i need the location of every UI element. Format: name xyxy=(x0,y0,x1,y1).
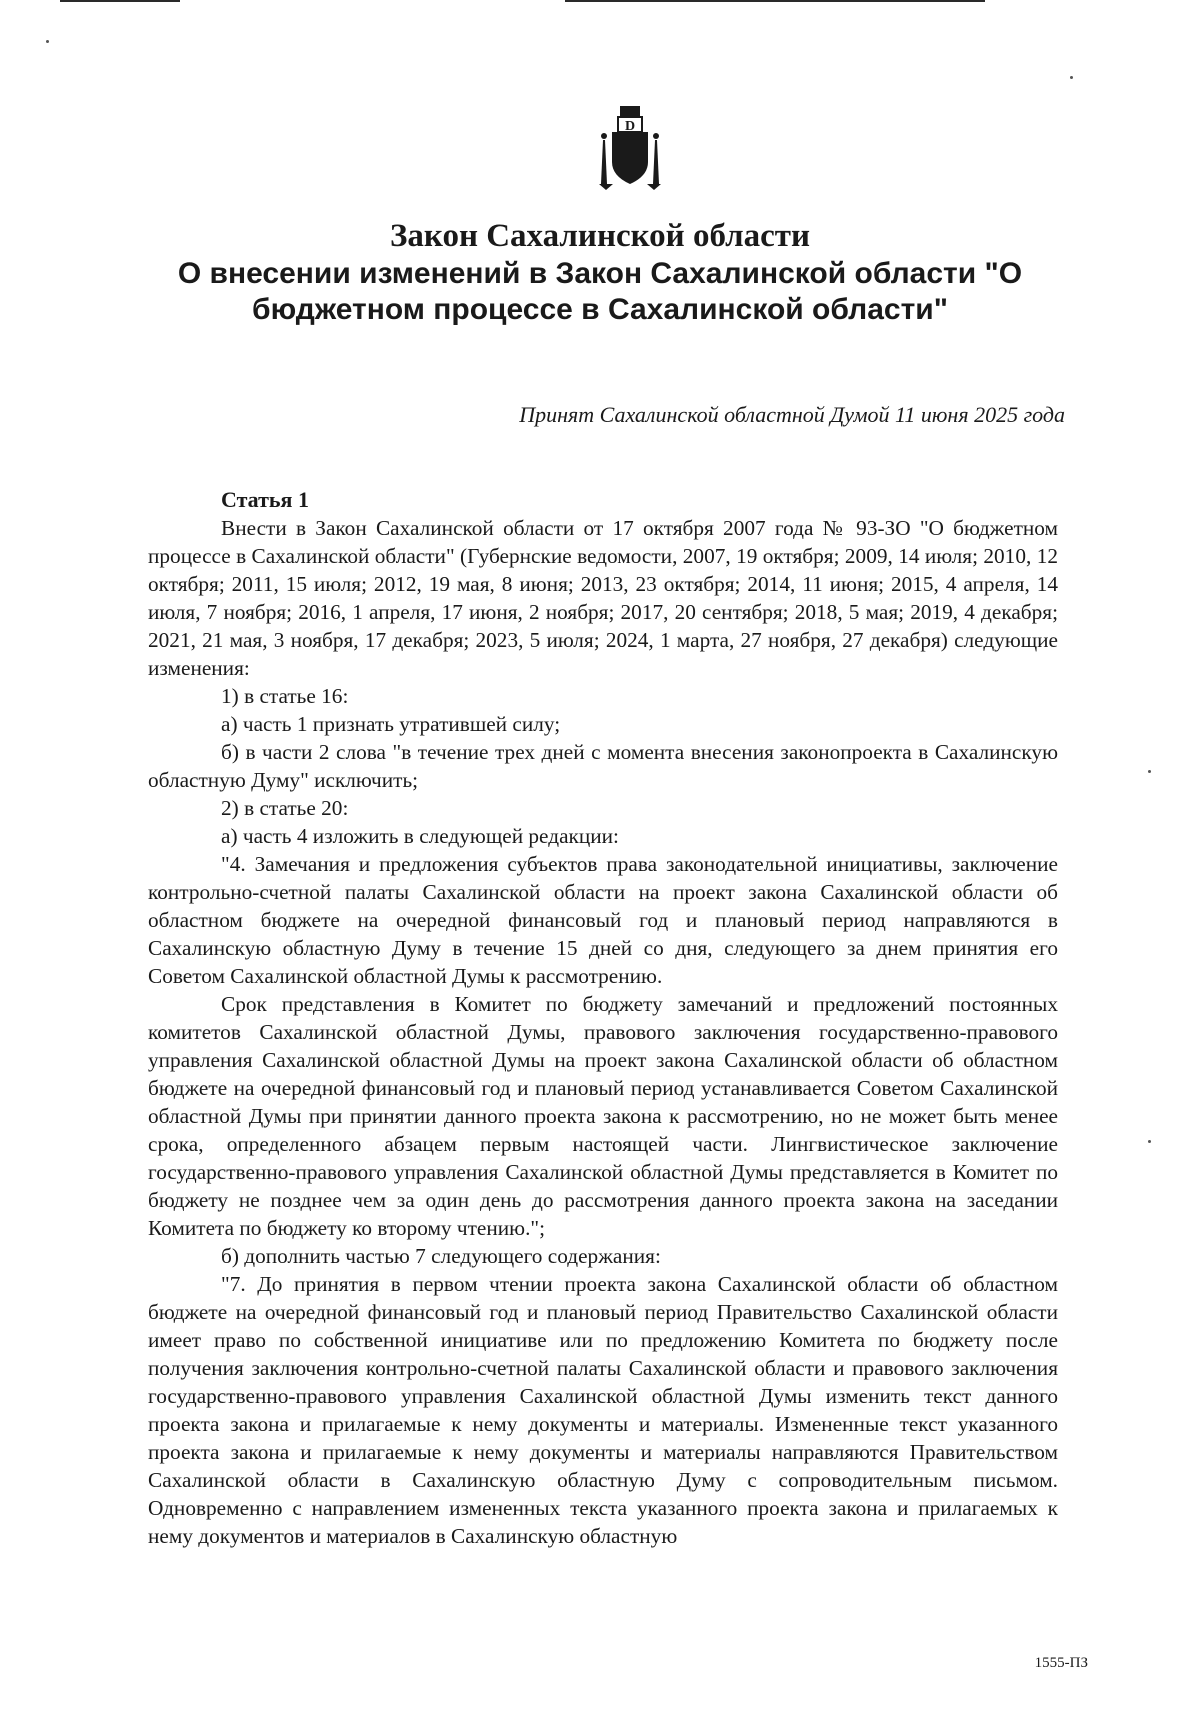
scan-speck xyxy=(1148,1140,1151,1143)
paragraph: а) часть 4 изложить в следующей редакции: xyxy=(221,824,619,848)
scan-artifact-line xyxy=(60,0,180,2)
title-line-2: О внесении изменений в Закон Сахалинской области "О бюджетном процессе в Сахалинской области" xyxy=(177,257,1023,326)
scan-speck xyxy=(1070,76,1073,79)
article-heading: Статья 1 xyxy=(221,487,309,512)
paragraph: Срок представления в Комитет по бюджету замечаний и предложений постоянных комитетов Сахалинской областной Думы, правового заключения государственно-правового управления Сахалинской областной Думы на проект закона Сахалинской области об областном бюджете на очередной финансовый год и плановый период устанавливается Советом Сахалинской областной Думы при принятии данного проекта закона к рассмотрению, но не может быть менее срока, определенного абзацем первым настоящей части. Лингвистическое заключение государственно-правового управления Сахалинской областной Думы представляется в Комитет по бюджету не позднее чем за один день до рассмотрения данного проекта закона на заседании Комитета по бюджету ко второму чтению."; xyxy=(148,992,1058,1240)
paragraph: "4. Замечания и предложения субъектов права законодательной инициативы, заключение контрольно-счетной палаты Сахалинской области на проект закона Сахалинской области об областном бюджете на очередной финансовый год и плановый период направляются в Сахалинскую областную Думу в течение 15 дней со дня, следующего за днем принятия его Советом Сахалинской областной Думы к рассмотрению. xyxy=(148,852,1058,988)
paragraph: а) часть 1 признать утратившей силу; xyxy=(221,712,561,736)
scan-speck xyxy=(1148,770,1151,773)
svg-text:D: D xyxy=(624,119,636,134)
document-title xyxy=(150,216,1050,328)
document-code: 1555-ПЗ xyxy=(1034,1655,1088,1671)
paragraph: б) в части 2 слова "в течение трех дней с момента внесения законопроекта в Сахалинскую областную Думу" исключить; xyxy=(148,740,1058,792)
paragraph: Внести в Закон Сахалинской области от 17 октября 2007 года № 93-ЗО "О бюджетном процессе в Сахалинской области" (Губернские ведомости, 2007, 19 октября; 2009, 14 июля; 2010, 12 октября; 2011, 15 июля; 2012, 19 мая, 8 июня; 2013, 23 октября; 2014, 11 июня; 2015, 4 апреля, 14 июля, 7 ноября; 2016, 1 апреля, 17 июня, 2 ноября; 2017, 20 сентября; 2018, 5 мая; 2019, 4 декабря; 2021, 21 мая, 3 ноября, 17 декабря; 2023, 5 июля; 2024, 1 марта, 27 ноября, 27 декабря) следующие изменения: xyxy=(148,516,1058,680)
paragraph: 2) в статье 20: xyxy=(221,796,349,820)
adoption-note: Принят Сахалинской областной Думой 11 июня 2025 года xyxy=(519,402,1065,427)
coat-of-arms-icon xyxy=(595,104,665,192)
scan-speck xyxy=(46,40,49,43)
scan-artifact-line xyxy=(565,0,985,2)
title-line-1: Закон Сахалинской области xyxy=(389,218,811,254)
paragraph: б) дополнить частью 7 следующего содержания: xyxy=(221,1244,661,1268)
paragraph: 1) в статье 16: xyxy=(221,684,349,708)
document-body xyxy=(148,486,1058,1550)
paragraph: "7. До принятия в первом чтении проекта закона Сахалинской области об областном бюджете на очередной финансовый год и плановый период Правительство Сахалинской области имеет право по собственной инициативе или по предложению Комитета по бюджету после получения заключения контрольно-счетной палаты Сахалинской области и правового заключения государственно-правового управления Сахалинской областной Думы изменить текст данного проекта закона и прилагаемые к нему документы и материалы. Измененные текст указанного проекта закона и прилагаемые к нему документы и материалы направляются Правительством Сахалинской области в Сахалинскую областную Думу с сопроводительным письмом. Одновременно с направлением измененных текста указанного проекта закона и прилагаемых к нему документов и материалов в Сахалинскую областную xyxy=(148,1272,1058,1548)
